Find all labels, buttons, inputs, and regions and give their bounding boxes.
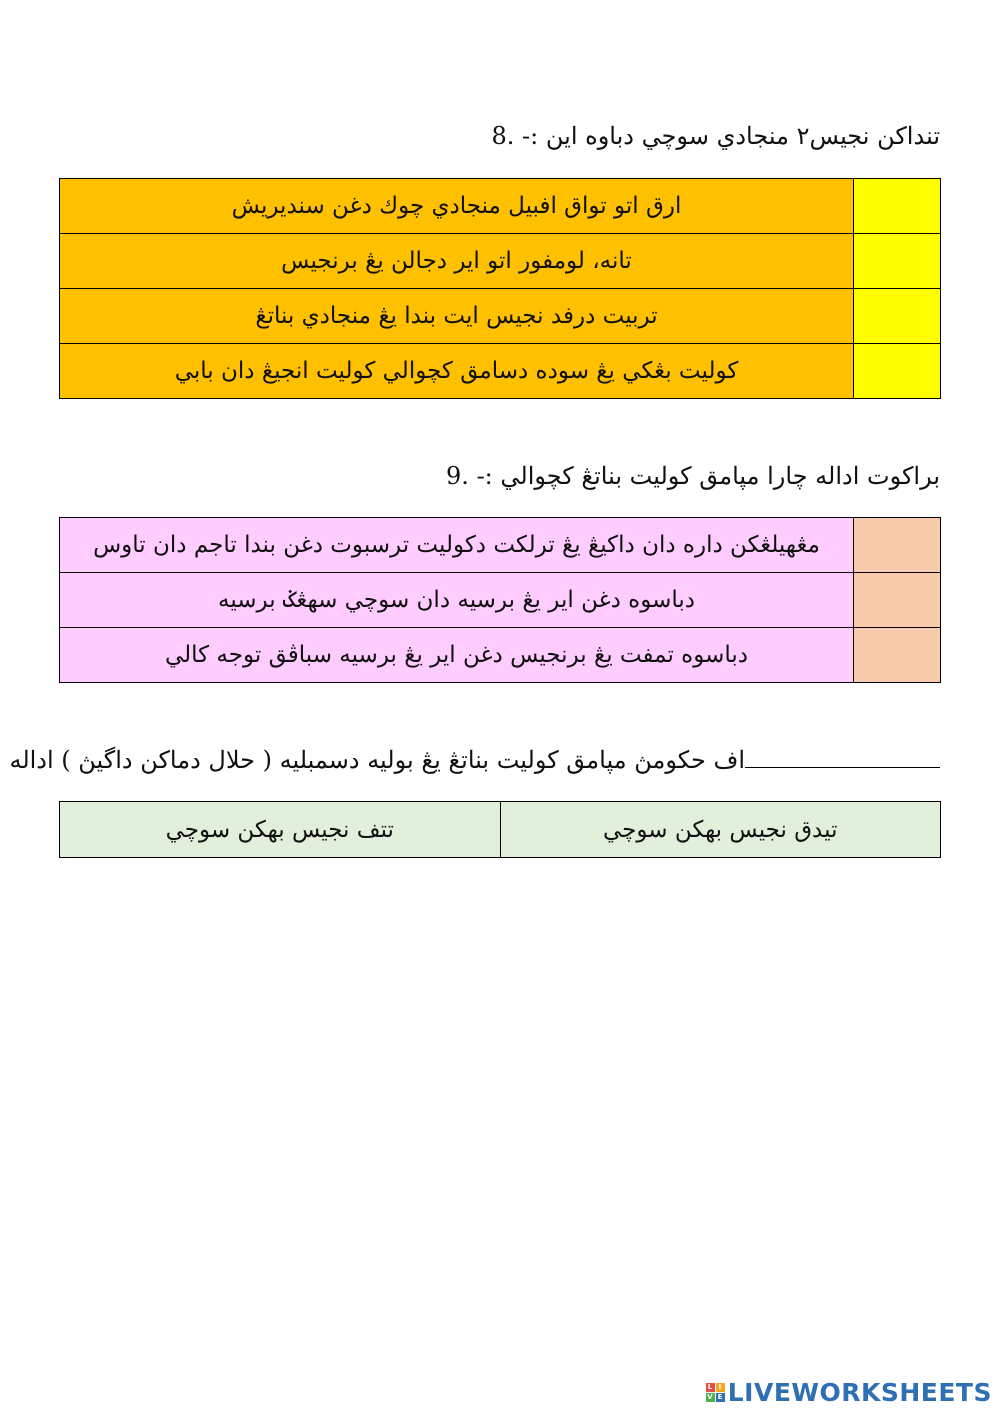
question-9-options-table	[59, 517, 941, 683]
table-row	[60, 344, 941, 399]
question-9-answer-box-2[interactable]	[854, 573, 941, 628]
question-9-option-2: دباسوه دغن اير يڠ برسيه دان سوچي سهڠݢ برسيه	[60, 573, 854, 628]
liveworksheets-logo	[706, 1378, 992, 1406]
question-8-answer-box-2[interactable]	[854, 234, 941, 289]
question-10-choices-table	[59, 801, 941, 858]
table-row	[60, 802, 941, 858]
question-10-number	[0, 746, 2, 775]
question-9-option-1: مڠهيلڠكن داره دان داكيڠ يڠ ترلكت دکوليت ترسبوت دغن بندا تاجم دان تاوس	[60, 518, 854, 573]
logo-mark-icon	[706, 1383, 725, 1402]
question-8-option-3: تربيت درفد نجيس ايت بندا يڠ منجادي بناتڠ	[60, 289, 854, 344]
question-9-option-3: دباسوه تمفت يڠ برنجيس دغن اير يڠ برسيه سباڤق توجه كالي	[60, 628, 854, 683]
question-10-choice-1[interactable]: تتف نجيس بهكن سوچي	[60, 802, 501, 858]
logo-mark-letter: V	[707, 1392, 714, 1401]
question-10-text: اف حکومڽ مپامق کوليت بناتڠ يڠ بوليه دسمبليه ( حلال دماکن داگيڽ ) اداله	[9, 746, 745, 774]
question-10-title	[0, 746, 940, 775]
question-8-number: 8.	[491, 122, 515, 150]
logo-mark-letter: L	[706, 1383, 715, 1392]
question-9-text: براكوت اداله چارا مپامق کوليت بناتڠ کچوالي :-	[476, 462, 940, 490]
table-row	[60, 573, 941, 628]
question-9-number: 9.	[446, 462, 469, 490]
table-row	[60, 234, 941, 289]
question-8-text: تنداکن نجيس٢ منجادي سوچي دباوه اين :-	[522, 122, 940, 150]
table-row	[60, 628, 941, 683]
question-9-answer-box-3[interactable]	[854, 628, 941, 683]
table-row	[60, 518, 941, 573]
question-8-option-1: ارق اتو تواق افبيل منجادي چوك دغن سنديريش	[60, 179, 854, 234]
logo-text: LIVEWORKSHEETS	[727, 1377, 992, 1407]
question-10-choice-2[interactable]: تيدق نجيس بهكن سوچي	[500, 802, 941, 858]
question-8-answer-box-4[interactable]	[854, 344, 941, 399]
question-8-answer-box-1[interactable]	[854, 179, 941, 234]
question-8-option-2: تانه، لومفور اتو اير دجالن يڠ برنجيس	[60, 234, 854, 289]
question-8-options-table	[59, 178, 941, 399]
question-9-title	[440, 462, 940, 491]
table-row	[60, 289, 941, 344]
question-8-title	[486, 122, 941, 151]
logo-mark-letter: E	[717, 1392, 723, 1401]
answer-blank-line	[745, 749, 940, 768]
question-8-option-4: کوليت بڠکي يڠ سوده دسامق کچوالي کوليت انجيڠ دان بابي	[60, 344, 854, 399]
question-8-answer-box-3[interactable]	[854, 289, 941, 344]
question-9-answer-box-1[interactable]	[854, 518, 941, 573]
table-row	[60, 179, 941, 234]
logo-mark-letter: I	[716, 1383, 725, 1392]
